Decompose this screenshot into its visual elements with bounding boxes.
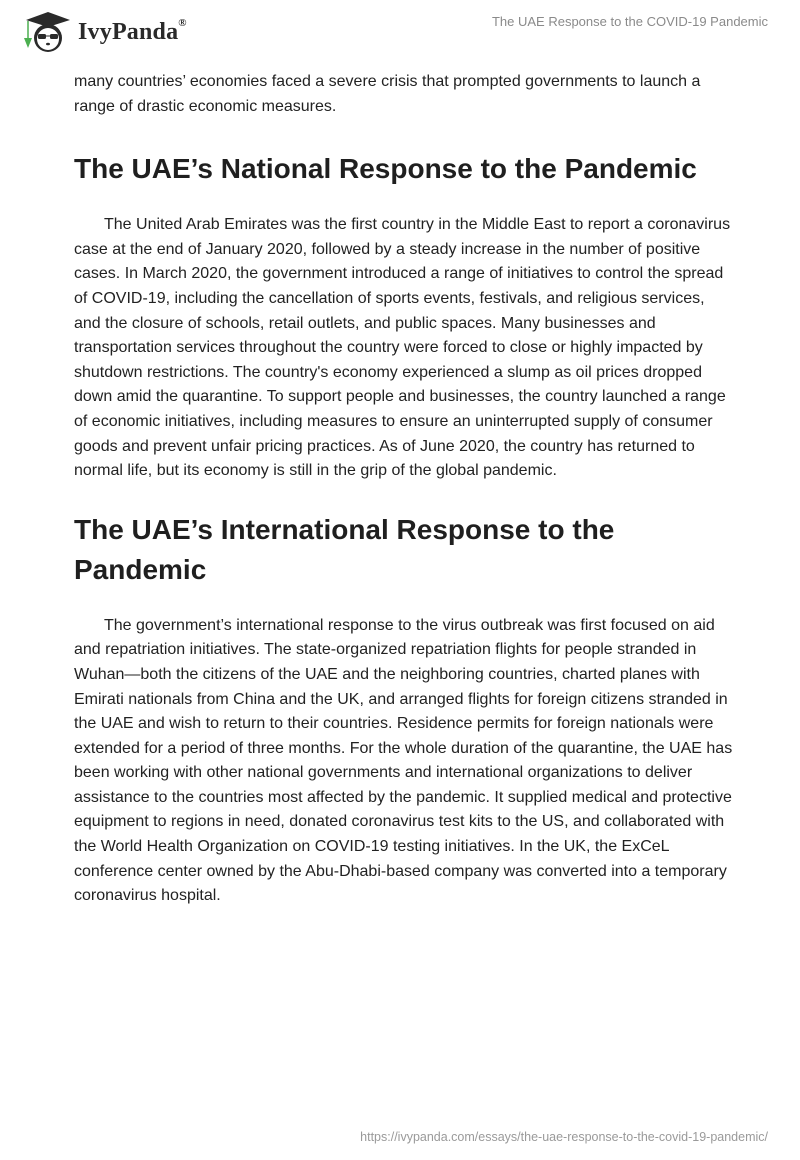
essay-content <box>74 70 734 909</box>
logo-text: IvyPanda® <box>78 16 187 45</box>
section-heading-international: The UAE’s International Response to the Pandemic <box>74 513 615 585</box>
section-paragraph-international: The government’s international response to the virus outbreak was first focused on aid and repatriation initiatives. The state-organized repatriation flights for people stranded in Wuhan—both the citizens of the UAE and the neighboring countries, charted planes with Emirati nationals from China and the UK, and arranged flights for foreign citizens stranded in the UAE and wish to return to their countries. Residence permits for foreign nationals were extended for a period of three months. For the whole duration of the quarantine, the UAE has been working with other national governments and international organizations to deliver assistance to the countries most affected by the pandemic. It supplied medical and protective equipment to regions in need, donated coronavirus test kits to the US, and collaborated with the World Health Organization on COVID-19 testing initiatives. In the UK, the ExCeL conference center owned by the Abu-Dhabi-based company was converted into a temporary coronavirus hospital. <box>74 616 733 905</box>
source-url[interactable]: https://ivypanda.com/essays/the-uae-response-to-the-covid-19-pandemic/ <box>360 1130 768 1144</box>
section-paragraph-national: The United Arab Emirates was the first country in the Middle East to report a coronavirus case at the end of January 2020, followed by a steady increase in the number of positive cases. In March 2020, the government introduced a range of initiatives to control the spread of COVID-19, including the cancellation of sports events, festivals, and religious services, and the closure of schools, retail outlets, and public spaces. Many businesses and transportation services throughout the country were forced to close or highly impacted by shutdown restrictions. The country's economy experienced a slump as oil prices dropped down amid the quarantine. To support people and businesses, the country launched a range of economic initiatives, including measures to ensure an uninterrupted supply of consumer goods and prevent unfair pricing practices. As of June 2020, the country has returned to normal life, but its economy is still in the grip of the global pandemic. <box>74 216 731 480</box>
document-title: The UAE Response to the COVID-19 Pandemic <box>491 14 768 29</box>
intro-paragraph: many countries’ economies faced a severe crisis that prompted governments to launch a range of drastic economic measures. <box>74 73 701 115</box>
panda-graduate-icon <box>18 8 74 56</box>
page-header <box>0 0 800 64</box>
ivypanda-logo[interactable] <box>18 8 187 56</box>
section-heading-national: The UAE’s National Response to the Pandemic <box>74 153 697 185</box>
